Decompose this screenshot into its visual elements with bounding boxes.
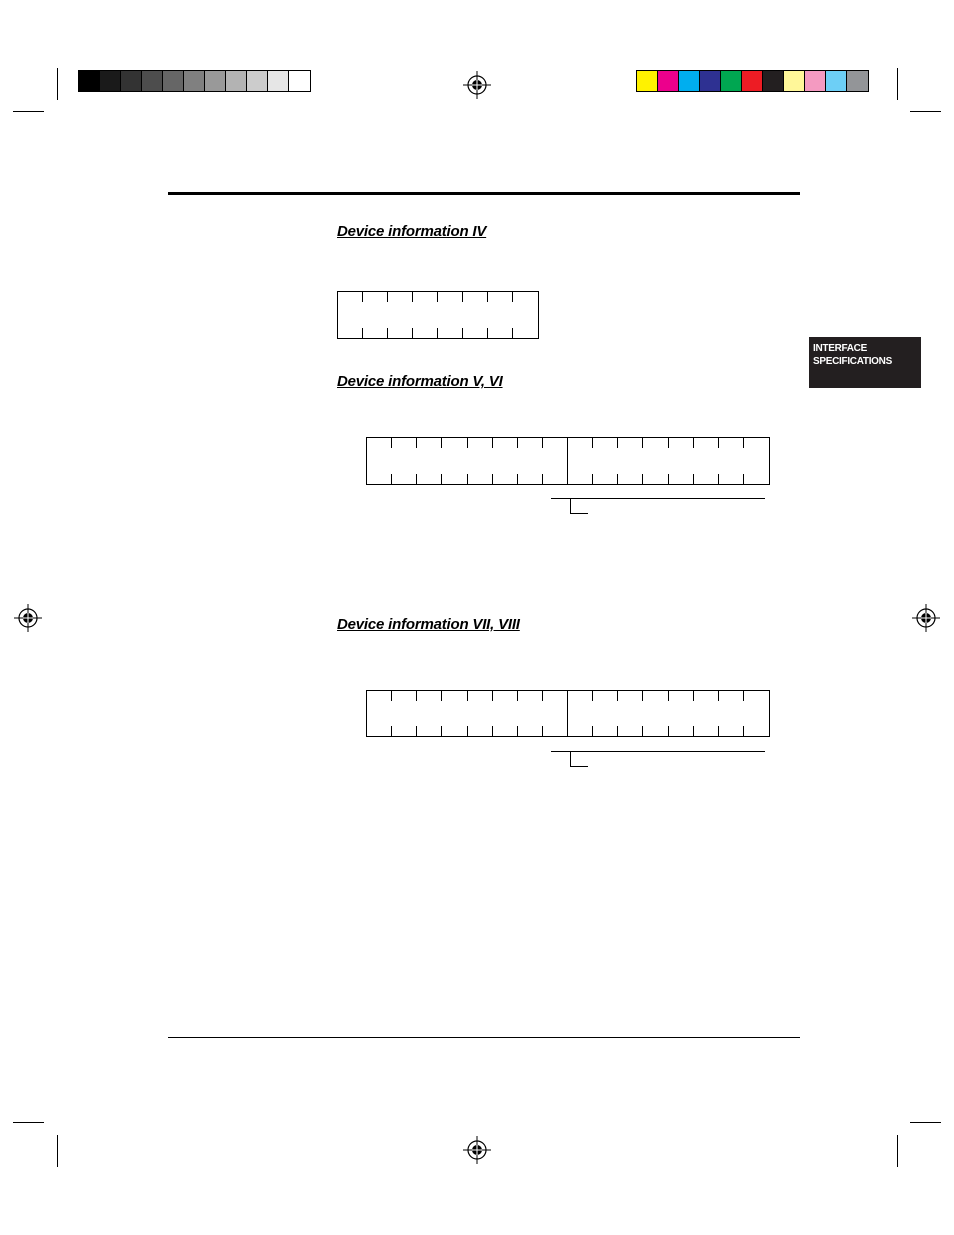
byte-divider	[567, 438, 568, 484]
bit-tick	[437, 292, 438, 302]
bit-tick	[412, 292, 413, 302]
registration-mark-icon	[463, 71, 491, 99]
bit-tick	[391, 691, 392, 701]
bit-tick	[492, 726, 493, 736]
bit-tick	[441, 438, 442, 448]
bit-tick	[517, 691, 518, 701]
color-swatch	[742, 71, 763, 91]
trim-mark	[910, 1122, 941, 1123]
color-swatch	[205, 71, 226, 91]
bit-tick	[416, 726, 417, 736]
trim-mark	[57, 68, 58, 100]
bit-tick	[718, 691, 719, 701]
section-tab-line2: SPECIFICATIONS	[813, 356, 892, 367]
bit-tick	[617, 438, 618, 448]
bit-tick	[391, 726, 392, 736]
bit-tick	[642, 438, 643, 448]
bracket-leader	[570, 751, 571, 767]
section-heading-device-info-v-vi: Device information V, VI	[337, 373, 503, 390]
footer-rule	[168, 1037, 800, 1038]
bit-tick	[718, 474, 719, 484]
bit-tick	[492, 691, 493, 701]
color-swatch	[637, 71, 658, 91]
bit-tick	[387, 328, 388, 338]
color-swatch	[289, 71, 310, 91]
bit-tick	[693, 474, 694, 484]
bit-tick	[668, 438, 669, 448]
color-swatch	[226, 71, 247, 91]
bit-tick	[592, 438, 593, 448]
bit-tick	[512, 328, 513, 338]
bit-tick	[743, 726, 744, 736]
color-swatch	[658, 71, 679, 91]
color-swatch	[268, 71, 289, 91]
bit-tick	[517, 474, 518, 484]
trim-mark	[897, 1135, 898, 1167]
color-swatch	[847, 71, 868, 91]
color-swatch	[163, 71, 184, 91]
bit-tick	[362, 328, 363, 338]
color-swatch	[142, 71, 163, 91]
section-tab	[809, 337, 921, 388]
color-swatch	[700, 71, 721, 91]
bit-tick	[492, 474, 493, 484]
bit-tick	[441, 726, 442, 736]
bit-tick	[467, 726, 468, 736]
trim-mark	[897, 68, 898, 100]
trim-mark	[57, 1135, 58, 1167]
bit-tick	[668, 474, 669, 484]
bit-tick	[462, 328, 463, 338]
trim-mark	[13, 1122, 44, 1123]
color-swatch	[805, 71, 826, 91]
trim-mark	[13, 111, 44, 112]
color-swatch	[184, 71, 205, 91]
trim-mark	[910, 111, 941, 112]
grayscale-calibration-bar	[78, 70, 311, 92]
bit-tick	[467, 691, 468, 701]
bit-tick	[693, 726, 694, 736]
bit-tick	[642, 726, 643, 736]
color-swatch	[100, 71, 121, 91]
bracket-line	[551, 751, 765, 752]
bit-tick	[617, 726, 618, 736]
bit-field-diagram-2-byte	[366, 690, 770, 737]
bracket-line	[551, 498, 765, 499]
bit-tick	[517, 726, 518, 736]
bit-tick	[487, 292, 488, 302]
bit-tick	[416, 691, 417, 701]
bit-tick	[441, 474, 442, 484]
bit-tick	[412, 328, 413, 338]
bit-tick	[743, 438, 744, 448]
bit-tick	[387, 292, 388, 302]
bit-tick	[512, 292, 513, 302]
bit-field-diagram-2-byte	[366, 437, 770, 485]
section-heading-device-info-iv: Device information IV	[337, 223, 487, 240]
bit-tick	[718, 726, 719, 736]
bit-field-diagram-1-byte	[337, 291, 539, 339]
bit-tick	[642, 691, 643, 701]
bit-tick	[462, 292, 463, 302]
bit-tick	[718, 438, 719, 448]
color-swatch	[121, 71, 142, 91]
bit-tick	[467, 438, 468, 448]
bit-tick	[617, 474, 618, 484]
registration-mark-icon	[14, 604, 42, 632]
bit-tick	[362, 292, 363, 302]
bit-tick	[517, 438, 518, 448]
bit-tick	[592, 474, 593, 484]
bit-tick	[668, 691, 669, 701]
bit-tick	[416, 474, 417, 484]
bit-tick	[441, 691, 442, 701]
color-swatch	[679, 71, 700, 91]
bit-tick	[492, 438, 493, 448]
color-swatch	[826, 71, 847, 91]
bit-tick	[487, 328, 488, 338]
bracket-leader	[570, 498, 571, 514]
bit-tick	[391, 474, 392, 484]
color-calibration-bar	[636, 70, 869, 92]
bit-tick	[542, 474, 543, 484]
section-heading-device-info-vii-viii: Device information VII, VIII	[337, 616, 520, 633]
bit-tick	[642, 474, 643, 484]
bit-tick	[592, 726, 593, 736]
bit-tick	[391, 438, 392, 448]
color-swatch	[763, 71, 784, 91]
header-rule	[168, 192, 800, 195]
bit-tick	[693, 691, 694, 701]
bit-tick	[437, 328, 438, 338]
section-tab-line1: INTERFACE	[813, 343, 867, 354]
color-swatch	[721, 71, 742, 91]
bit-tick	[542, 691, 543, 701]
bit-tick	[743, 691, 744, 701]
bit-tick	[693, 438, 694, 448]
bit-tick	[592, 691, 593, 701]
bit-tick	[467, 474, 468, 484]
registration-mark-icon	[463, 1136, 491, 1164]
bit-tick	[743, 474, 744, 484]
bit-tick	[542, 438, 543, 448]
bracket-leader-foot	[570, 766, 588, 767]
byte-divider	[567, 691, 568, 736]
color-swatch	[247, 71, 268, 91]
bracket-leader-foot	[570, 513, 588, 514]
bit-tick	[542, 726, 543, 736]
bit-tick	[416, 438, 417, 448]
bit-tick	[668, 726, 669, 736]
bit-tick	[617, 691, 618, 701]
color-swatch	[784, 71, 805, 91]
registration-mark-icon	[912, 604, 940, 632]
color-swatch	[79, 71, 100, 91]
